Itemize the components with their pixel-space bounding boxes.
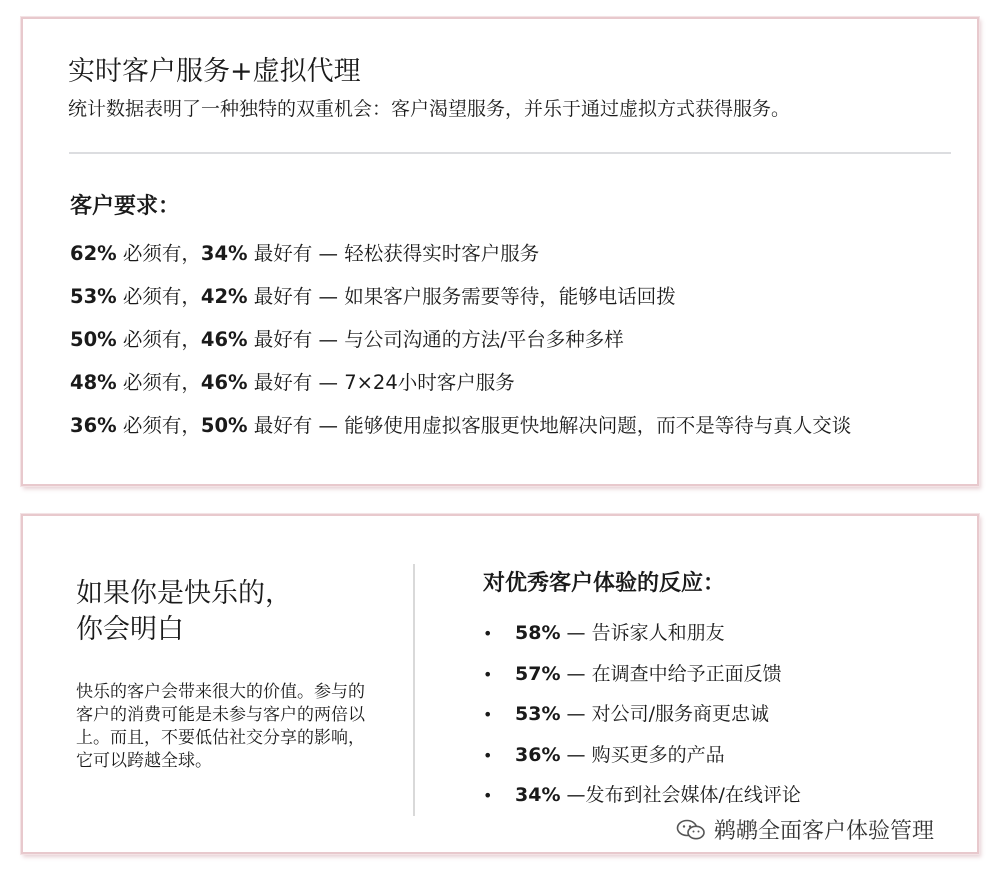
nice-to-have-label: 最好有 —: [247, 371, 345, 394]
response-item: [483, 620, 801, 661]
nice-to-have-label: 最好有 —: [247, 328, 345, 351]
requirement-item: [70, 241, 851, 284]
nice-to-have-percent: 50%: [200, 414, 248, 437]
nice-to-have-percent: 46%: [200, 328, 248, 351]
response-percent: 57%: [515, 662, 561, 685]
requirement-text: 能够使用虚拟客服更快地解决问题，而不是等待与真人交谈: [344, 414, 852, 437]
divider: [69, 152, 951, 154]
must-have-label: 必须有，: [116, 285, 201, 308]
wechat-icon: [676, 819, 706, 841]
bullet-icon: •: [483, 664, 493, 684]
must-have-label: 必须有，: [116, 328, 201, 351]
realtime-service-card: [21, 17, 979, 486]
nice-to-have-percent: 34%: [200, 242, 248, 265]
nice-to-have-percent: 46%: [200, 371, 248, 394]
requirements-list: [70, 241, 851, 456]
response-item: [483, 661, 801, 702]
must-have-percent: 53%: [70, 285, 117, 308]
requirement-item: [70, 284, 851, 327]
vertical-divider: [413, 564, 415, 816]
watermark: [676, 814, 934, 845]
response-text: — 对公司/服务商更忠诚: [560, 703, 769, 725]
response-percent: 53%: [515, 703, 561, 725]
happy-heading: [76, 576, 376, 648]
nice-to-have-label: 最好有 —: [247, 242, 345, 265]
must-have-percent: 48%: [70, 371, 117, 394]
response-text: — 在调查中给予正面反馈: [560, 662, 782, 685]
must-have-percent: 36%: [70, 414, 117, 437]
response-text: — 购买更多的产品: [560, 743, 725, 766]
response-text: — 告诉家人和朋友: [560, 622, 725, 644]
requirement-text: 轻松获得实时客户服务: [344, 242, 540, 265]
requirement-item: [70, 413, 851, 456]
requirement-text: 7×24小时客户服务: [344, 371, 515, 394]
nice-to-have-label: 最好有 —: [247, 285, 345, 308]
response-percent: 34%: [515, 784, 561, 806]
watermark-text: 鹈鹕全面客户体验管理: [714, 819, 935, 844]
must-have-label: 必须有，: [116, 371, 201, 394]
nice-to-have-percent: 42%: [200, 285, 248, 308]
bullet-icon: •: [483, 705, 493, 724]
response-item: [483, 742, 801, 783]
requirement-item: [70, 327, 851, 370]
bullet-icon: •: [483, 786, 493, 805]
response-percent: 58%: [515, 622, 561, 644]
response-text: —发布到社会媒体/在线评论: [560, 784, 801, 806]
card-subtitle: 统计数据表明了一种独特的双重机会：客户渴望服务，并乐于通过虚拟方式获得服务。: [68, 98, 791, 120]
must-have-label: 必须有，: [116, 242, 201, 265]
nice-to-have-label: 最好有 —: [247, 414, 345, 437]
requirement-item: [70, 370, 851, 413]
happy-heading-line2: 你会明白: [76, 614, 184, 645]
bullet-icon: •: [483, 624, 493, 643]
response-heading: 对优秀客户体验的反应：: [483, 571, 726, 596]
requirement-text: 与公司沟通的方法/平台多种多样: [344, 328, 624, 351]
requirement-text: 如果客户服务需要等待，能够电话回拨: [344, 285, 676, 308]
must-have-percent: 50%: [70, 328, 117, 351]
must-have-label: 必须有，: [116, 414, 201, 437]
response-item: [483, 701, 801, 742]
happy-customer-card: [21, 514, 979, 854]
requirements-heading: 客户要求：: [70, 194, 181, 219]
response-list: [483, 620, 801, 823]
response-percent: 36%: [515, 743, 561, 766]
card-title: 实时客户服务+虚拟代理: [68, 56, 361, 87]
bullet-icon: •: [483, 745, 493, 765]
happy-body-text: 快乐的客户会带来很大的价值。参与的客户的消费可能是未参与客户的两倍以上。而且，不要低估社交分享的影响，它可以跨越全球。: [76, 682, 365, 771]
must-have-percent: 62%: [70, 242, 117, 265]
happy-heading-line1: 如果你是快乐的，: [76, 578, 292, 609]
